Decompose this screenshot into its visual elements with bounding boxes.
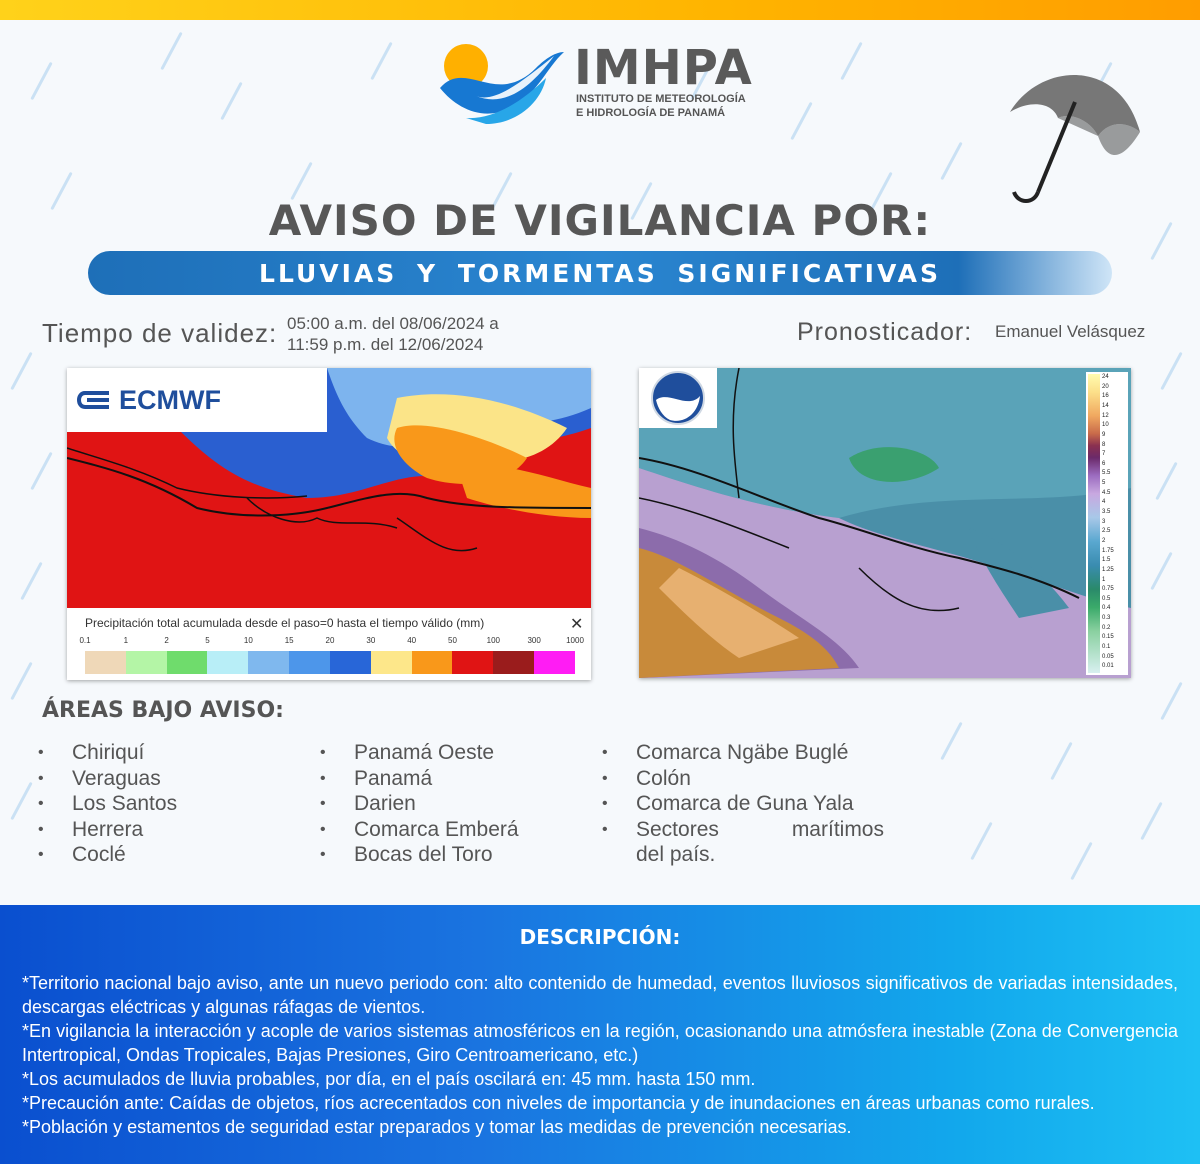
ecmwf-scale-tick: 2 <box>164 636 169 645</box>
area-item-word: • Sectores <box>636 817 719 841</box>
validity-end: 11:59 p.m. del 12/06/2024 <box>287 335 484 354</box>
noaa-scale-label: 14 <box>1102 402 1109 409</box>
ecmwf-scale-tick: 40 <box>407 636 417 645</box>
noaa-scale-label: 5.5 <box>1102 470 1111 477</box>
area-item-line <box>636 817 884 842</box>
noaa-scale-label: 2.5 <box>1102 528 1111 535</box>
noaa-scale-label: 0.3 <box>1102 615 1111 622</box>
noaa-scale-label: 0.4 <box>1102 605 1111 612</box>
area-item: • Coclé <box>38 842 177 868</box>
noaa-scale-label: 9 <box>1102 431 1106 438</box>
ecmwf-caption: Precipitación total acumulada desde el paso=0 hasta el tiempo válido (mm) <box>85 616 485 630</box>
noaa-badge <box>639 368 717 428</box>
ecmwf-scale-tick: 1000 <box>566 636 584 645</box>
validity-start: 05:00 a.m. del 08/06/2024 a <box>287 314 499 333</box>
ecmwf-scale-swatch <box>371 651 412 674</box>
ecmwf-badge-label: ECMWF <box>119 384 221 415</box>
noaa-scale-label: 16 <box>1102 393 1109 400</box>
ecmwf-scale-swatch <box>493 651 534 674</box>
imhpa-logo <box>436 38 766 128</box>
noaa-scale-label: 12 <box>1102 412 1109 419</box>
area-item: • Colón <box>602 766 884 792</box>
area-item: • Bocas del Toro <box>320 842 519 868</box>
ecmwf-logo-icon <box>73 387 113 413</box>
noaa-scale-label: 1.75 <box>1102 547 1114 554</box>
ecmwf-scale-swatch <box>412 651 453 674</box>
noaa-precipitation-map <box>639 368 1131 678</box>
ecmwf-scale-swatch <box>126 651 167 674</box>
alert-type-banner <box>88 251 1112 295</box>
area-item: • Comarca Emberá <box>320 817 519 843</box>
logo-title: IMHPA <box>574 40 753 96</box>
noaa-scale-label: 24 <box>1102 374 1109 380</box>
validity-label: Tiempo de validez: <box>42 318 278 348</box>
ecmwf-scale-swatch <box>330 651 371 674</box>
areas-column-2 <box>320 740 519 868</box>
description-paragraph: *En vigilancia la interacción y acople de varios sistemas atmosféricos en la región, ocasionando una atmósfera inestable (Zona de Convergencia Intertropical, Ondas Tropicales, Bajas Presiones, Giro Centroamericano, etc.) <box>22 1021 1178 1065</box>
noaa-logo-icon <box>650 370 706 426</box>
ecmwf-scale-swatch <box>289 651 330 674</box>
ecmwf-scale-tick: 100 <box>486 636 501 645</box>
noaa-scale-label: 2 <box>1102 537 1106 544</box>
ecmwf-badge <box>67 368 327 432</box>
logo-subtitle-line1: INSTITUTO DE METEOROLOGÍA <box>576 93 746 105</box>
noaa-scale-label: 0.1 <box>1102 644 1111 651</box>
ecmwf-scale-tick: 50 <box>448 636 457 645</box>
noaa-scale-label: 20 <box>1102 383 1109 390</box>
alert-type-label: LLUVIAS Y TORMENTAS SIGNIFICATIVAS <box>259 258 941 288</box>
noaa-scale-label: 7 <box>1102 451 1106 458</box>
ecmwf-scale-tick: 10 <box>243 636 253 645</box>
description-paragraph: *Territorio nacional bajo aviso, ante un nuevo periodo con: alto contenido de humedad, eventos lluviosos significativos de variadas intensidades, descargas eléctricas y algunas ráfagas de vientos. <box>22 973 1178 1017</box>
area-item: • Darien <box>320 791 519 817</box>
ecmwf-scale-ticks <box>79 636 584 650</box>
area-item: • Herrera <box>38 817 177 843</box>
ecmwf-scale-tick: 0.1 <box>79 636 91 645</box>
noaa-scale-label: 1.25 <box>1102 566 1114 573</box>
ecmwf-color-scale <box>85 651 575 674</box>
noaa-scale-label: 0.01 <box>1102 663 1114 670</box>
page-title: AVISO DE VIGILANCIA POR: <box>268 196 932 245</box>
ecmwf-scale-swatch <box>207 651 248 674</box>
area-item: • Panamá Oeste <box>320 740 519 766</box>
ecmwf-scale-swatch <box>167 651 208 674</box>
noaa-scale-label: 8 <box>1102 441 1106 448</box>
ecmwf-scale-swatch <box>452 651 493 674</box>
ecmwf-scale-swatch <box>534 651 575 674</box>
noaa-scale-bar <box>1088 374 1100 673</box>
ecmwf-scale-tick: 15 <box>284 636 294 645</box>
description-panel <box>0 905 1200 1164</box>
area-item: • Veraguas <box>38 766 177 792</box>
ecmwf-scale-tick: 1 <box>123 636 129 645</box>
noaa-scale-label: 0.05 <box>1102 653 1114 660</box>
forecaster-name: Emanuel Velásquez <box>995 322 1146 341</box>
area-item: • Comarca Ngäbe Buglé <box>602 740 884 766</box>
imhpa-logo-icon <box>436 38 566 124</box>
area-item-continuation: del país. <box>636 843 716 866</box>
top-accent-bar <box>0 0 1200 20</box>
noaa-scale-label: 4 <box>1102 499 1106 506</box>
ecmwf-scale-tick: 30 <box>366 636 376 645</box>
noaa-scale-label: 0.15 <box>1102 634 1114 641</box>
area-item: • Los Santos <box>38 791 177 817</box>
noaa-scale-label: 0.75 <box>1102 586 1114 593</box>
noaa-scale-label: 3.5 <box>1102 509 1111 516</box>
area-item: • Panamá <box>320 766 519 792</box>
logo-subtitle <box>576 92 746 120</box>
description-title: DESCRIPCIÓN: <box>519 925 681 949</box>
description-paragraph: *Los acumulados de lluvia probables, por día, en el país oscilará en: 45 mm. hasta 150 mm. <box>22 1069 756 1089</box>
noaa-color-scale <box>1086 372 1128 675</box>
area-item <box>602 817 884 843</box>
noaa-scale-label: 6 <box>1102 460 1106 467</box>
areas-column-1 <box>38 740 177 868</box>
ecmwf-scale-tick: 5 <box>205 636 210 645</box>
ecmwf-precipitation-map <box>67 368 591 680</box>
noaa-scale-labels <box>1102 374 1128 673</box>
area-item-word: marítimos <box>791 817 884 841</box>
ecmwf-scale-tick: 300 <box>527 636 541 645</box>
noaa-scale-label: 1 <box>1102 576 1106 583</box>
noaa-scale-label: 0.5 <box>1102 595 1111 602</box>
areas-column-3 <box>602 740 884 868</box>
areas-title: ÁREAS BAJO AVISO: <box>42 698 284 723</box>
ecmwf-scale-swatch <box>85 651 126 674</box>
area-item: • Comarca de Guna Yala <box>602 791 884 817</box>
noaa-scale-label: 0.2 <box>1102 624 1111 631</box>
logo-subtitle-line2: E HIDROLOGÍA DE PANAMÁ <box>576 107 726 119</box>
forecaster-label: Pronosticador: <box>797 318 973 346</box>
noaa-scale-label: 1.5 <box>1102 557 1111 564</box>
description-paragraph: *Precaución ante: Caídas de objetos, ríos acrecentados con niveles de importancia y de inundaciones en áreas urbanas como rurales. <box>22 1093 1095 1113</box>
noaa-scale-label: 5 <box>1102 480 1106 487</box>
area-item: • Chiriquí <box>38 740 177 766</box>
validity-range <box>287 313 499 355</box>
ecmwf-scale-swatch <box>248 651 289 674</box>
noaa-scale-label: 3 <box>1102 518 1106 525</box>
description-body <box>22 971 1178 1139</box>
close-icon[interactable]: ✕ <box>570 616 584 633</box>
noaa-scale-label: 10 <box>1102 422 1109 429</box>
ecmwf-scale-tick: 20 <box>325 636 335 645</box>
description-paragraph: *Población y estamentos de seguridad estar preparados y tomar las medidas de prevención necesarias. <box>22 1117 852 1137</box>
umbrella-icon <box>1000 62 1150 212</box>
noaa-scale-label: 4.5 <box>1102 489 1111 496</box>
